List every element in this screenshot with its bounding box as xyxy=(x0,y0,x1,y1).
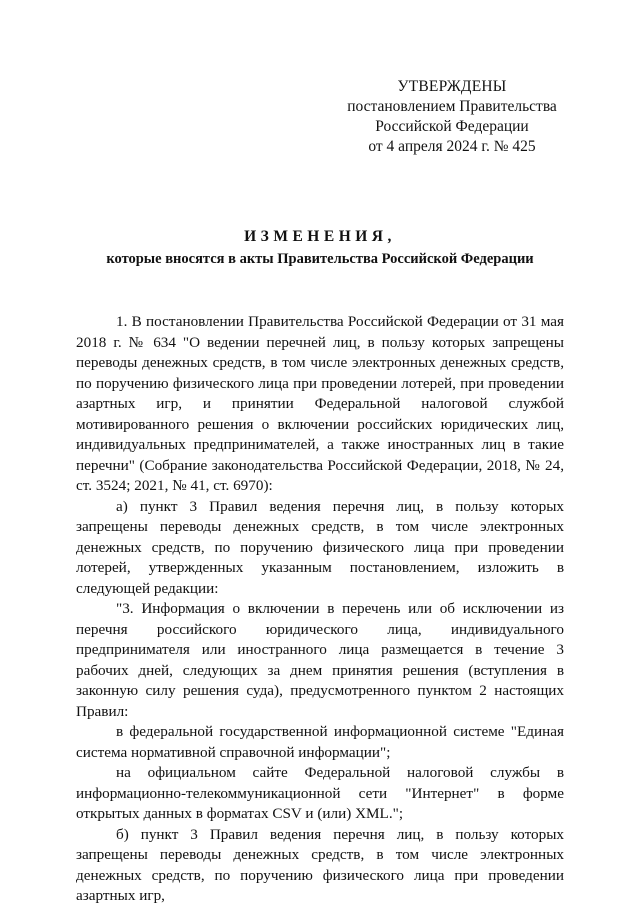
document-body xyxy=(76,312,564,907)
approval-stamp xyxy=(340,77,564,157)
document-subtitle: которые вносятся в акты Правительства Российской Федерации xyxy=(106,251,534,267)
paragraph-website: на официальном сайте Федеральной налоговой службы в информационно-телекоммуникационной сети "Интернет" в форме открытых данных в форматах CSV и (или) XML."; xyxy=(76,764,564,822)
paragraph-1: 1. В постановлении Правительства Российской Федерации от 31 мая 2018 г. № 634 "О ведении перечней лиц, в пользу которых запрещены переводы денежных средств, в том числе электронных денежных средств, по поручению физического лица при проведении лотерей, при проведении азартных игр, и принятии Федеральной налоговой службой мотивированного решения о включении российских юридических лиц, индивидуальных предпринимателей, а также иностранных лиц в такие перечни" (Собрание законодательства Российской Федерации, 2018, № 24, ст. 3524; 2021, № 41, ст. 6970): xyxy=(76,313,564,494)
document-title: ИЗМЕНЕНИЯ, xyxy=(244,228,396,245)
paragraph-a: а) пункт 3 Правил ведения перечня лиц, в пользу которых запрещены переводы денежных средств, в том числе электронных денежных средств, по поручению физического лица при проведении лотерей, утвержденных указанным постановлением, изложить в следующей редакции: xyxy=(76,497,564,597)
approval-heading: УТВЕРЖДЕНЫ xyxy=(397,78,507,95)
paragraph-b: б) пункт 3 Правил ведения перечня лиц, в пользу которых запрещены переводы денежных средств, в том числе электронных денежных средств, по поручению физического лица при проведении азартных игр, xyxy=(76,825,564,904)
paragraph-quoted-3: "3. Информация о включении в перечень или об исключении из перечня российского юридического лица, индивидуального предпринимателя или иностранного лица размещается в течение 3 рабочих дней, следующих за днем принятия решения (вступления в законную силу решения суда), предусмотренного пунктом 2 настоящих Правил: xyxy=(76,600,564,720)
approval-line-3: от 4 апреля 2024 г. № 425 xyxy=(368,138,536,155)
paragraph-fgis: в федеральной государственной информационной системе "Единая система нормативной справочной информации"; xyxy=(76,723,564,761)
approval-line-2: Российской Федерации xyxy=(375,118,529,135)
approval-line-1: постановлением Правительства xyxy=(347,98,557,115)
